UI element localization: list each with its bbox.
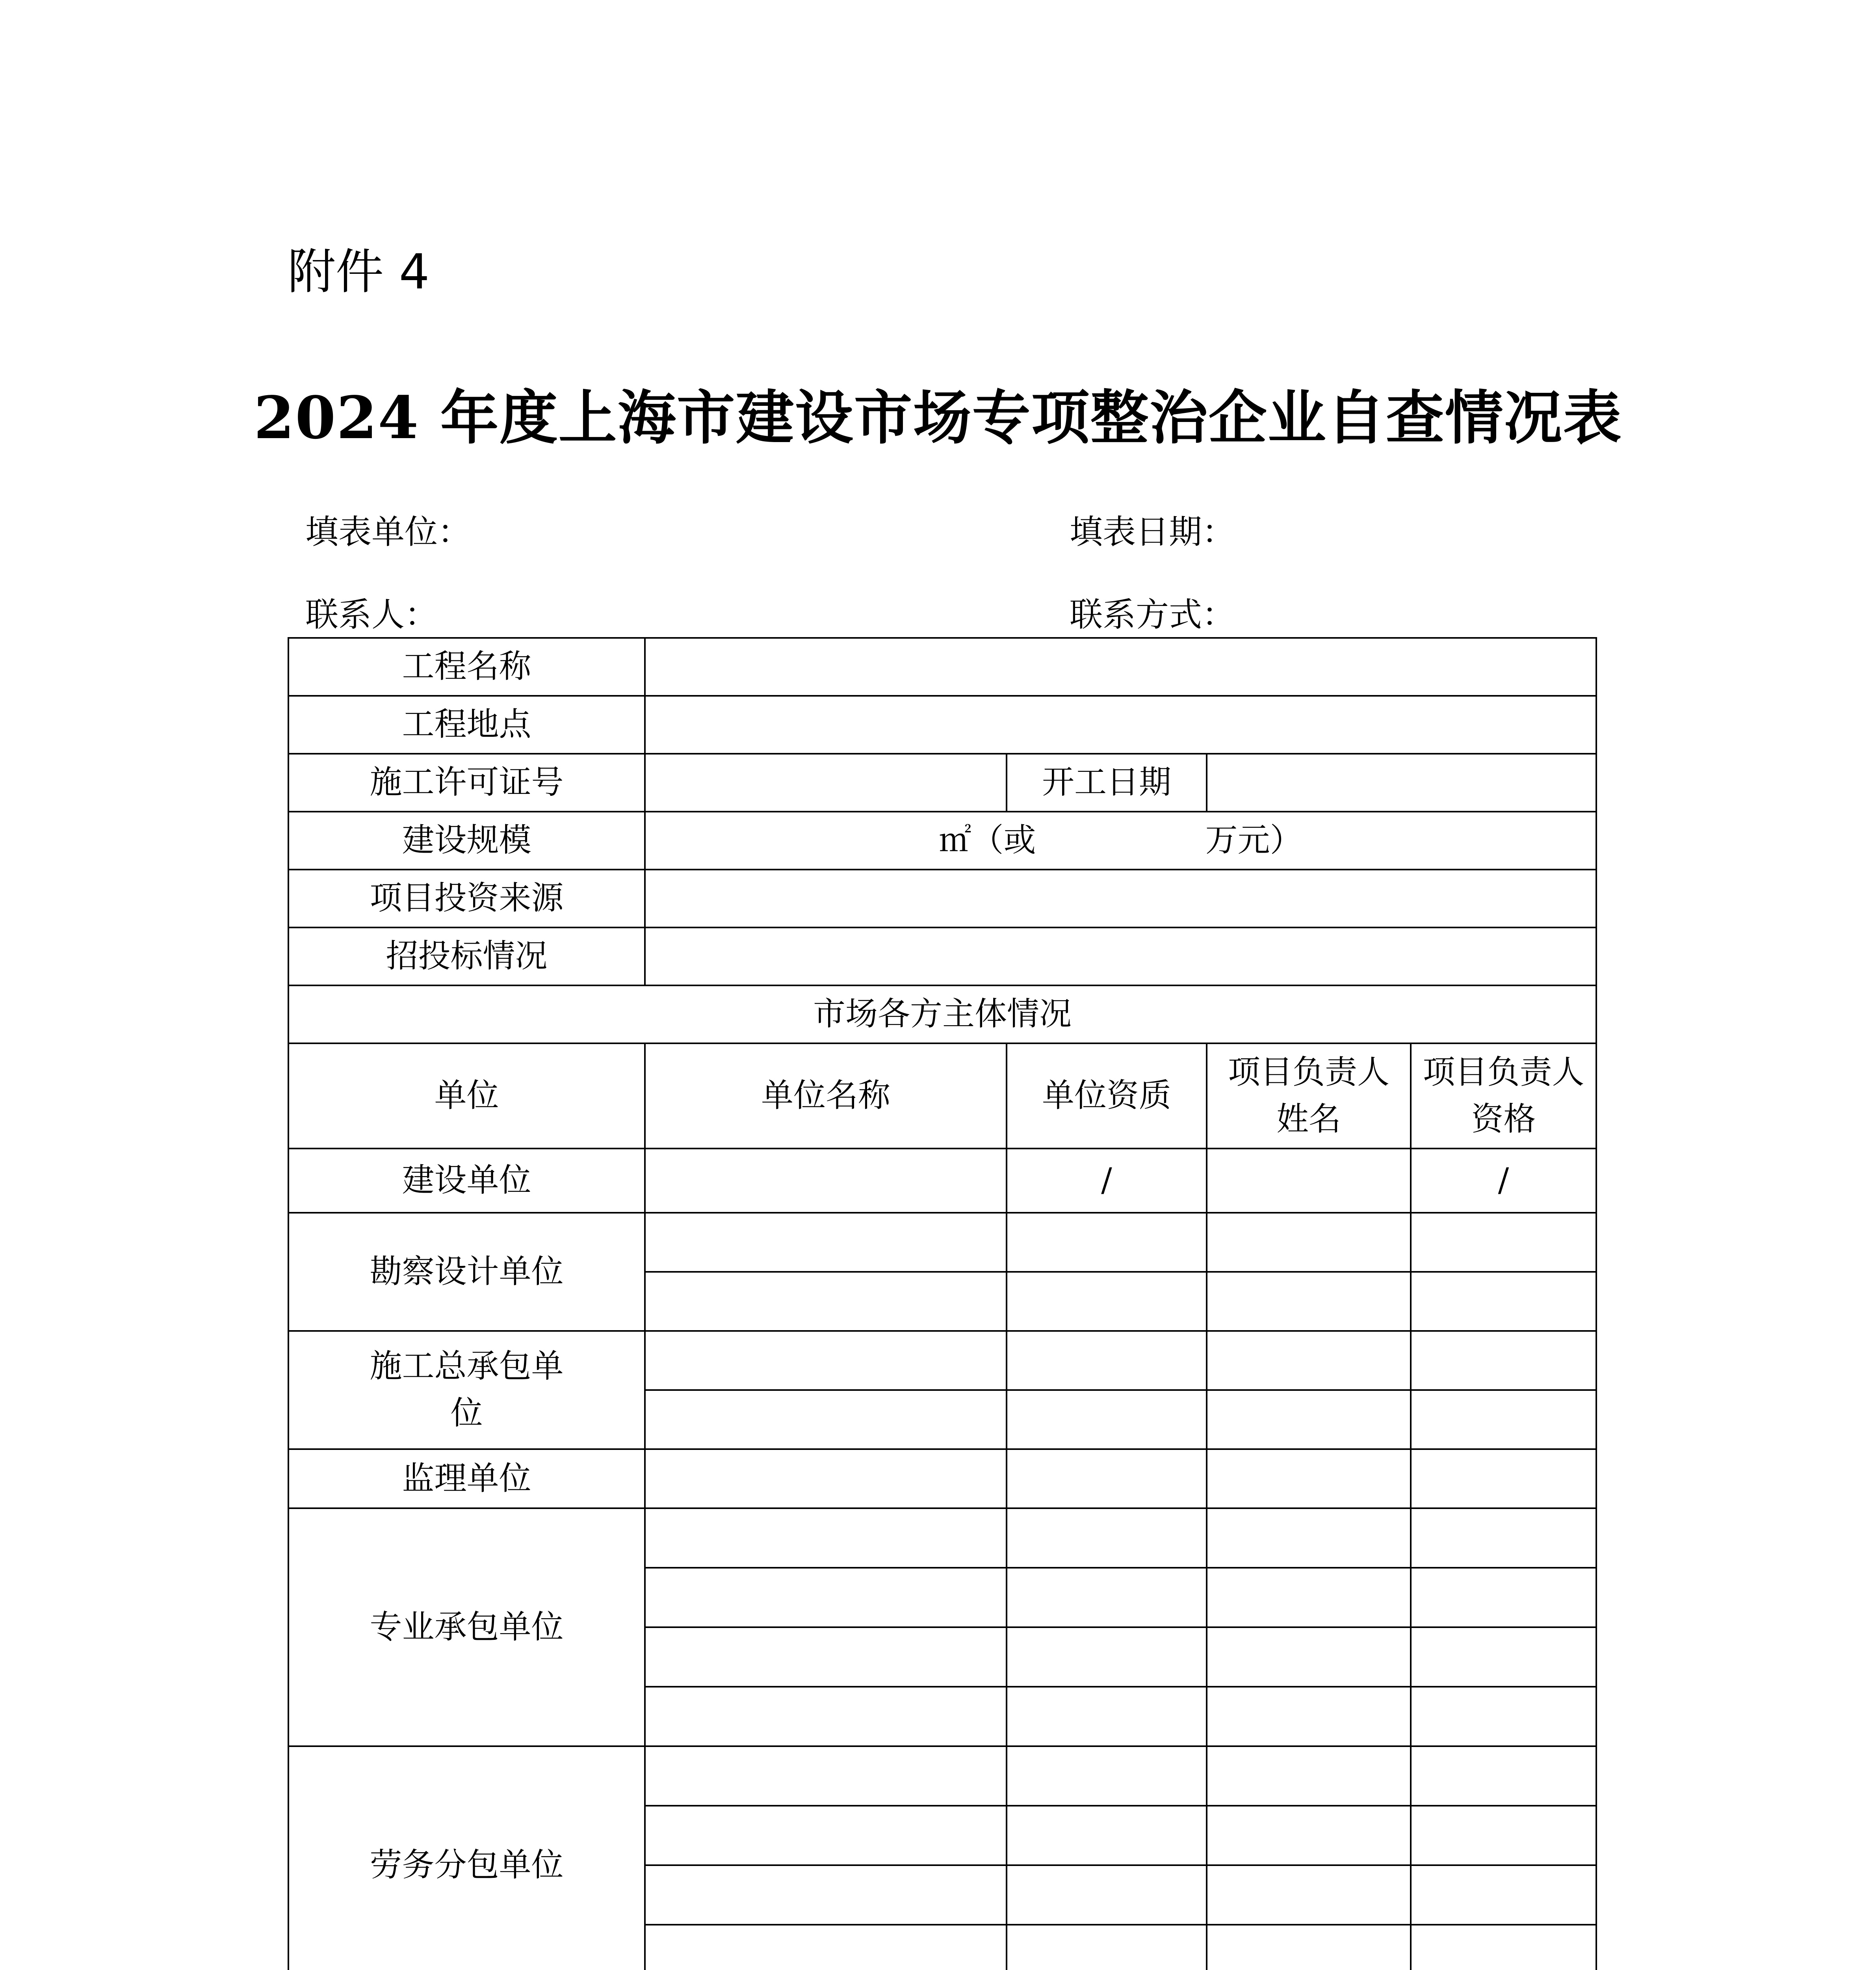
project-location-label: 工程地点 [288,696,645,754]
table-cell[interactable] [645,1806,1007,1865]
table-row [288,812,1596,870]
permit-no-label: 施工许可证号 [288,754,645,812]
table-row [288,1508,1596,1568]
table-cell[interactable] [645,1627,1007,1687]
table-row [288,754,1596,812]
table-cell[interactable] [1207,1272,1411,1331]
general-contractor-label: 施工总承包单位 [288,1331,645,1449]
table-row [288,638,1596,696]
table-cell[interactable] [1007,1449,1207,1508]
contact-person-label: 联系人： [305,595,438,634]
table-row [288,985,1596,1043]
table-cell[interactable] [1207,1213,1411,1272]
fund-source-field[interactable] [645,870,1596,927]
scale-label: 建设规模 [288,812,645,870]
table-row [288,1331,1596,1390]
project-location-field[interactable] [645,696,1596,754]
table-cell[interactable] [645,1331,1007,1390]
permit-no-field[interactable] [645,754,1007,812]
table-cell[interactable] [1411,1449,1596,1508]
table-cell[interactable] [645,1213,1007,1272]
table-cell[interactable] [1207,1627,1411,1687]
fill-unit-label: 填表单位： [305,513,471,551]
table-cell[interactable] [645,1390,1007,1449]
column-header-unit-name: 单位名称 [645,1043,1007,1149]
start-date-label: 开工日期 [1007,754,1207,812]
table-cell[interactable] [1411,1568,1596,1627]
table-row [288,1043,1596,1149]
project-name-label: 工程名称 [288,638,645,696]
table-cell[interactable] [1411,1390,1596,1449]
table-row [288,1449,1596,1508]
table-cell[interactable] [1007,1213,1207,1272]
construction-unit-manager-field[interactable] [1207,1149,1411,1213]
table-cell[interactable] [1207,1806,1411,1865]
table-cell[interactable] [1411,1925,1596,1970]
start-date-field[interactable] [1207,754,1596,812]
table-cell[interactable] [1207,1925,1411,1970]
table-cell[interactable] [645,1746,1007,1806]
table-cell[interactable] [1007,1806,1207,1865]
table-cell[interactable] [1007,1331,1207,1390]
construction-unit-name-field[interactable] [645,1149,1007,1213]
column-header-qualification: 单位资质 [1007,1043,1207,1149]
table-cell[interactable] [1007,1925,1207,1970]
bidding-field[interactable] [645,927,1596,985]
table-cell[interactable] [1007,1746,1207,1806]
bidding-label: 招投标情况 [288,927,645,985]
table-cell[interactable] [1207,1331,1411,1390]
table-cell[interactable] [1007,1687,1207,1746]
construction-unit-qualification-slash: / [1007,1149,1207,1213]
table-cell[interactable] [1411,1687,1596,1746]
labor-subcontractor-label: 劳务分包单位 [288,1746,645,1970]
table-cell[interactable] [645,1508,1007,1568]
table-cell[interactable] [1411,1272,1596,1331]
table-cell[interactable] [1411,1331,1596,1390]
table-row [288,1746,1596,1806]
table-row [288,1149,1596,1213]
table-cell[interactable] [1411,1627,1596,1687]
table-cell[interactable] [1207,1449,1411,1508]
self-inspection-table [288,637,1597,1970]
table-cell[interactable] [1207,1568,1411,1627]
table-cell[interactable] [1007,1627,1207,1687]
table-row [288,870,1596,927]
table-cell[interactable] [645,1687,1007,1746]
contact-method-label: 联系方式： [1070,595,1235,634]
scale-unit-money: 万元） [1205,821,1302,859]
column-header-unit: 单位 [288,1043,645,1149]
supervision-label: 监理单位 [288,1449,645,1508]
table-cell[interactable] [1411,1865,1596,1925]
specialty-contractor-label: 专业承包单位 [288,1508,645,1746]
table-cell[interactable] [1411,1213,1596,1272]
table-cell[interactable] [1411,1508,1596,1568]
table-cell[interactable] [1207,1687,1411,1746]
table-cell[interactable] [1207,1390,1411,1449]
table-cell[interactable] [645,1865,1007,1925]
fill-date-label: 填表日期： [1070,513,1235,551]
attachment-label: 附件 4 [288,244,430,300]
project-name-field[interactable] [645,638,1596,696]
table-cell[interactable] [1007,1390,1207,1449]
table-cell[interactable] [1207,1865,1411,1925]
table-cell[interactable] [1207,1508,1411,1568]
scale-field[interactable] [645,812,1596,870]
column-header-manager-name: 项目负责人姓名 [1207,1043,1411,1149]
table-cell[interactable] [645,1568,1007,1627]
table-cell[interactable] [1207,1746,1411,1806]
survey-design-label: 勘察设计单位 [288,1213,645,1331]
table-cell[interactable] [1007,1865,1207,1925]
column-header-manager-qualification: 项目负责人资格 [1411,1043,1596,1149]
table-cell[interactable] [1411,1806,1596,1865]
table-row [288,696,1596,754]
scale-unit-area: ㎡（或 [939,821,1036,859]
table-cell[interactable] [645,1449,1007,1508]
form-title: 2024 年度上海市建设市场专项整治企业自查情况表 [254,383,1622,452]
construction-unit-label: 建设单位 [288,1149,645,1213]
table-row [288,927,1596,985]
table-cell[interactable] [1007,1508,1207,1568]
fund-source-label: 项目投资来源 [288,870,645,927]
table-cell[interactable] [1007,1272,1207,1331]
section-title: 市场各方主体情况 [288,985,1596,1043]
table-cell[interactable] [645,1925,1007,1970]
table-cell[interactable] [1007,1568,1207,1627]
construction-unit-manager-qualification-slash: / [1411,1149,1596,1213]
table-row [288,1213,1596,1272]
table-cell[interactable] [645,1272,1007,1331]
table-cell[interactable] [1411,1746,1596,1806]
